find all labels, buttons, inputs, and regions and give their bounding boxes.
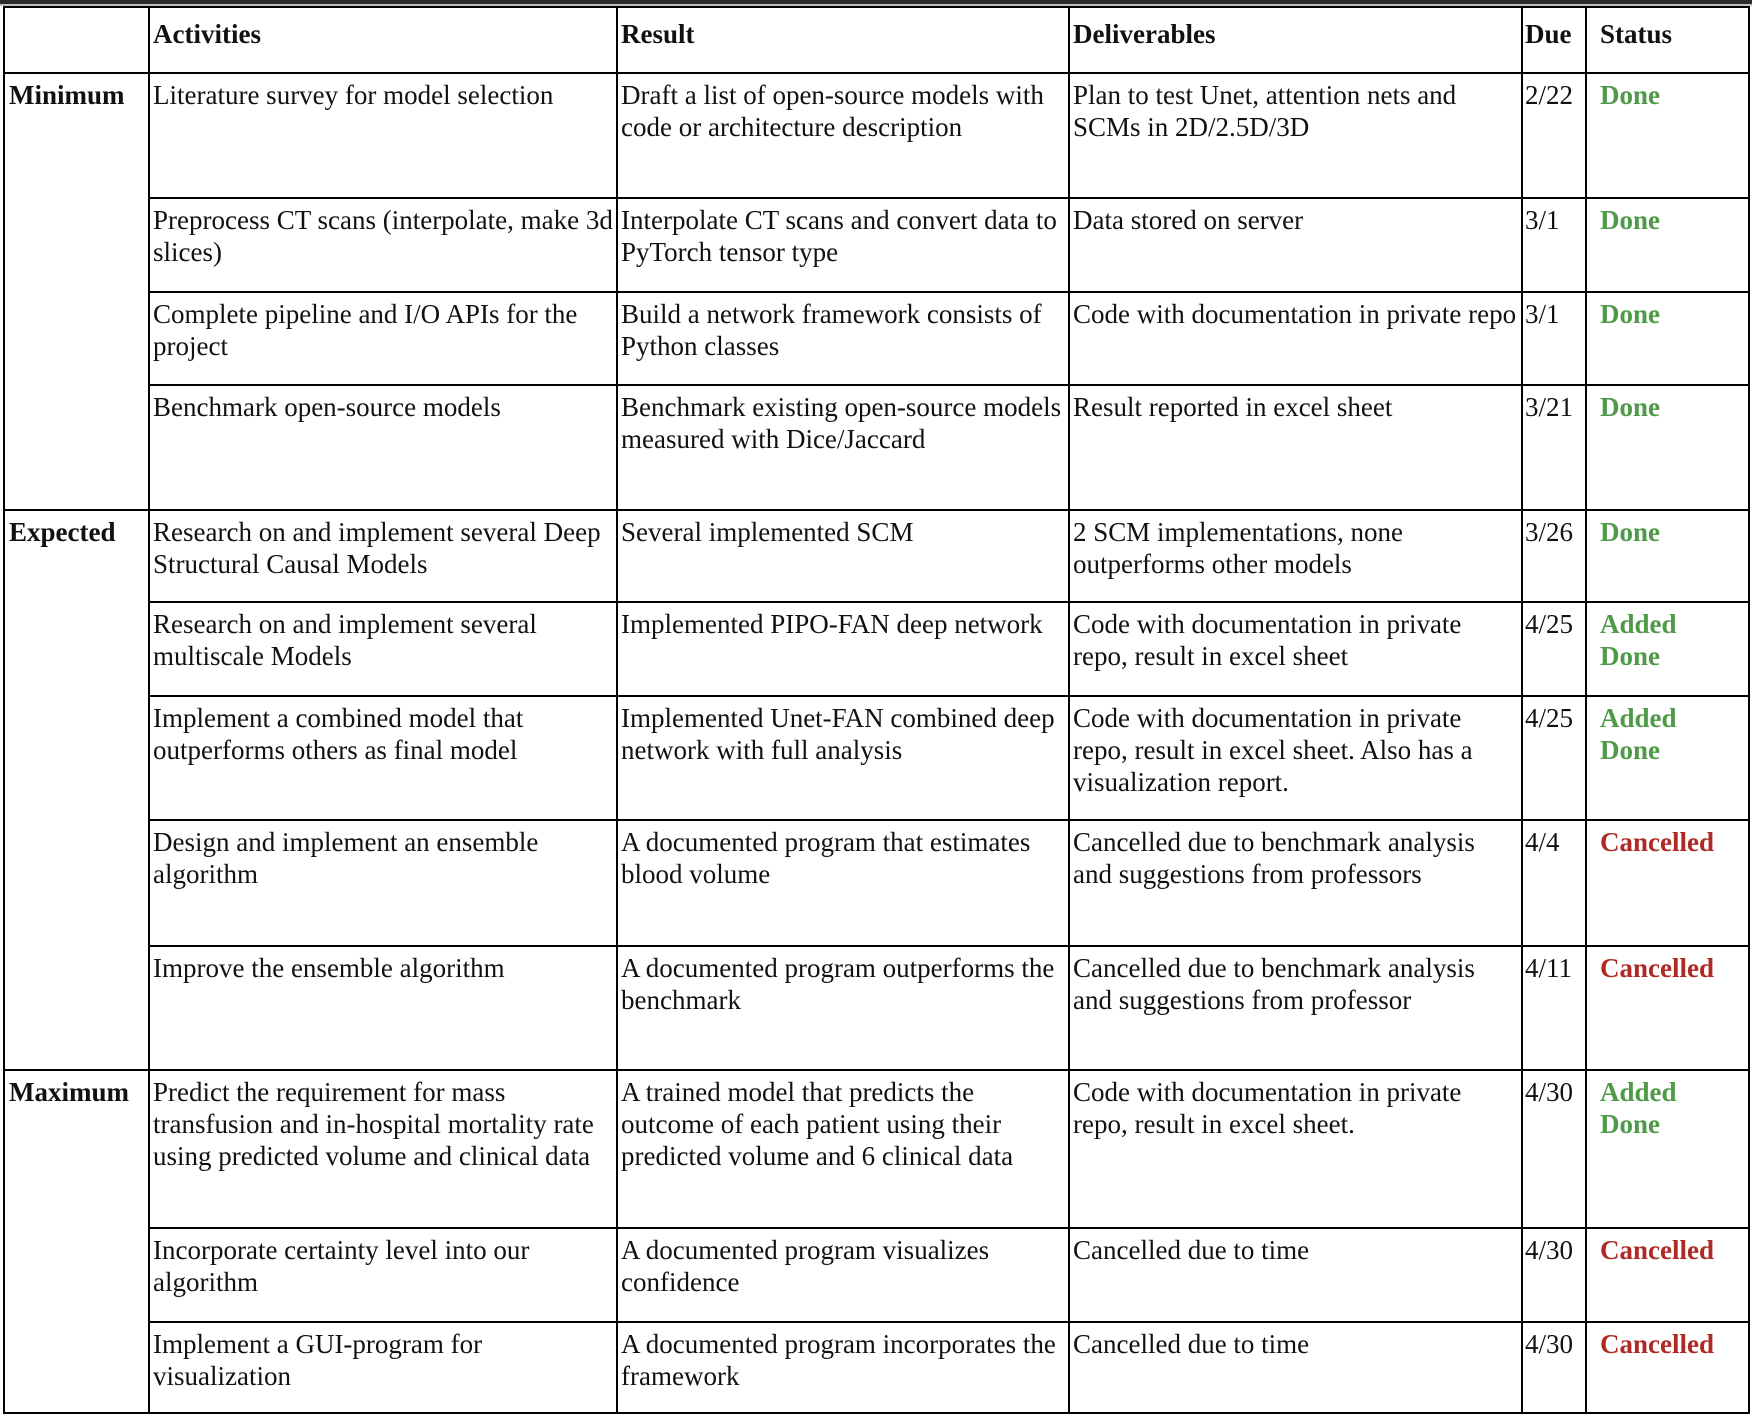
result-cell: Implemented PIPO-FAN deep network — [617, 602, 1069, 696]
header-row — [4, 7, 1749, 73]
table-row — [4, 946, 1749, 1070]
tier-label — [4, 198, 149, 292]
table-row — [4, 1322, 1749, 1413]
table-header — [4, 7, 1749, 73]
activity-cell: Implement a GUI-program for visualization — [149, 1322, 617, 1413]
due-cell: 3/1 — [1522, 292, 1586, 385]
status-cell — [1586, 292, 1749, 385]
result-cell: A documented program incorporates the framework — [617, 1322, 1069, 1413]
table-row — [4, 696, 1749, 820]
status-cell — [1586, 696, 1749, 820]
status-cell — [1586, 510, 1749, 602]
deliverable-cell: Code with documentation in private repo, result in excel sheet. — [1069, 1070, 1522, 1228]
tier-label: Minimum — [4, 73, 149, 198]
status-badge: Cancelled — [1600, 1235, 1714, 1265]
activity-cell: Design and implement an ensemble algorithm — [149, 820, 617, 946]
table-row — [4, 510, 1749, 602]
deliverable-cell: Code with documentation in private repo — [1069, 292, 1522, 385]
result-cell: Build a network framework consists of Python classes — [617, 292, 1069, 385]
activity-cell: Benchmark open-source models — [149, 385, 617, 510]
status-cell — [1586, 1070, 1749, 1228]
deliverable-cell: Plan to test Unet, attention nets and SCMs in 2D/2.5D/3D — [1069, 73, 1522, 198]
status-badge: Done — [1600, 205, 1660, 235]
due-cell: 4/25 — [1522, 696, 1586, 820]
status-badge: Done — [1600, 517, 1660, 547]
result-cell: Benchmark existing open-source models measured with Dice/Jaccard — [617, 385, 1069, 510]
status-badge: Added — [1600, 1077, 1677, 1107]
tier-label — [4, 946, 149, 1070]
deliverable-cell: Cancelled due to time — [1069, 1322, 1522, 1413]
result-cell: Interpolate CT scans and convert data to PyTorch tensor type — [617, 198, 1069, 292]
header-tier — [4, 7, 149, 73]
status-cell — [1586, 820, 1749, 946]
activity-cell: Complete pipeline and I/O APIs for the project — [149, 292, 617, 385]
tier-label: Expected — [4, 510, 149, 602]
activity-cell: Improve the ensemble algorithm — [149, 946, 617, 1070]
tier-label — [4, 385, 149, 510]
activity-cell: Implement a combined model that outperforms others as final model — [149, 696, 617, 820]
tier-label — [4, 1228, 149, 1322]
due-cell: 4/30 — [1522, 1070, 1586, 1228]
deliverable-cell: Data stored on server — [1069, 198, 1522, 292]
status-badge: Cancelled — [1600, 1329, 1714, 1359]
tier-label: Maximum — [4, 1070, 149, 1228]
activity-cell: Research on and implement several multiscale Models — [149, 602, 617, 696]
table-row — [4, 385, 1749, 510]
activity-cell: Literature survey for model selection — [149, 73, 617, 198]
deliverable-cell: Cancelled due to time — [1069, 1228, 1522, 1322]
result-cell: A documented program visualizes confidence — [617, 1228, 1069, 1322]
deliverable-cell: Result reported in excel sheet — [1069, 385, 1522, 510]
due-cell: 4/30 — [1522, 1228, 1586, 1322]
due-cell: 3/1 — [1522, 198, 1586, 292]
tier-label — [4, 602, 149, 696]
status-badge: Added — [1600, 703, 1677, 733]
due-cell: 3/26 — [1522, 510, 1586, 602]
status-badge: Done — [1600, 299, 1660, 329]
status-badge: Done — [1600, 80, 1660, 110]
due-cell: 3/21 — [1522, 385, 1586, 510]
project-plan-table — [3, 6, 1750, 1414]
status-cell — [1586, 385, 1749, 510]
status-cell — [1586, 1228, 1749, 1322]
status-badge: Done — [1600, 641, 1660, 671]
result-cell: Draft a list of open-source models with code or architecture description — [617, 73, 1069, 198]
result-cell: Implemented Unet-FAN combined deep network with full analysis — [617, 696, 1069, 820]
table-row — [4, 198, 1749, 292]
status-badge: Cancelled — [1600, 827, 1714, 857]
activity-cell: Incorporate certainty level into our algorithm — [149, 1228, 617, 1322]
due-cell: 4/30 — [1522, 1322, 1586, 1413]
table-row — [4, 73, 1749, 198]
result-cell: A documented program that estimates blood volume — [617, 820, 1069, 946]
header-status: Status — [1586, 7, 1749, 73]
status-cell — [1586, 198, 1749, 292]
tier-label — [4, 1322, 149, 1413]
table-row — [4, 820, 1749, 946]
status-cell — [1586, 602, 1749, 696]
status-badge: Done — [1600, 392, 1660, 422]
deliverable-cell: Cancelled due to benchmark analysis and suggestions from professor — [1069, 946, 1522, 1070]
header-activities: Activities — [149, 7, 617, 73]
due-cell: 4/4 — [1522, 820, 1586, 946]
tier-label — [4, 292, 149, 385]
activity-cell: Preprocess CT scans (interpolate, make 3d slices) — [149, 198, 617, 292]
table-row — [4, 1070, 1749, 1228]
status-badge: Added — [1600, 609, 1677, 639]
header-result: Result — [617, 7, 1069, 73]
table-body — [4, 73, 1749, 1413]
status-badge: Done — [1600, 735, 1660, 765]
due-cell: 2/22 — [1522, 73, 1586, 198]
header-deliverables: Deliverables — [1069, 7, 1522, 73]
activity-cell: Predict the requirement for mass transfusion and in-hospital mortality rate using predicted volume and clinical data — [149, 1070, 617, 1228]
header-due: Due — [1522, 7, 1586, 73]
status-badge: Done — [1600, 1109, 1660, 1139]
tier-label — [4, 696, 149, 820]
status-badge: Cancelled — [1600, 953, 1714, 983]
tier-label — [4, 820, 149, 946]
result-cell: A documented program outperforms the benchmark — [617, 946, 1069, 1070]
activity-cell: Research on and implement several Deep Structural Causal Models — [149, 510, 617, 602]
deliverable-cell: Cancelled due to benchmark analysis and suggestions from professors — [1069, 820, 1522, 946]
status-cell — [1586, 1322, 1749, 1413]
deliverable-cell: Code with documentation in private repo, result in excel sheet. Also has a visualization report. — [1069, 696, 1522, 820]
status-cell — [1586, 946, 1749, 1070]
status-cell — [1586, 73, 1749, 198]
due-cell: 4/25 — [1522, 602, 1586, 696]
result-cell: Several implemented SCM — [617, 510, 1069, 602]
table-row — [4, 602, 1749, 696]
deliverable-cell: 2 SCM implementations, none outperforms other models — [1069, 510, 1522, 602]
table-row — [4, 1228, 1749, 1322]
table-row — [4, 292, 1749, 385]
deliverable-cell: Code with documentation in private repo, result in excel sheet — [1069, 602, 1522, 696]
due-cell: 4/11 — [1522, 946, 1586, 1070]
result-cell: A trained model that predicts the outcome of each patient using their predicted volume and 6 clinical data — [617, 1070, 1069, 1228]
